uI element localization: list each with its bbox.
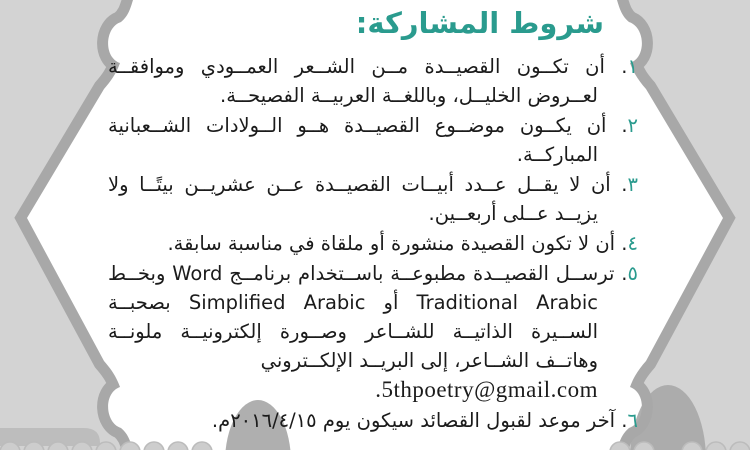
- item-number: ٣: [627, 173, 638, 196]
- item-number-separator: .: [604, 55, 628, 78]
- term-item-3: [108, 170, 638, 228]
- item-number-separator: .: [615, 409, 628, 432]
- item-number-separator: .: [614, 262, 628, 285]
- item-text: أن يكــون موضــوع القصيــدة هــو الــولادات الشــعبانية المباركــة.: [108, 114, 607, 166]
- term-item-1: [108, 52, 638, 110]
- term-item-6: [108, 406, 638, 435]
- item-number-separator: .: [606, 114, 628, 137]
- item-number: ٥: [627, 262, 638, 285]
- item-number: ٤: [627, 232, 638, 255]
- item-text: ترســل القصيــدة مطبوعــة باســتخدام برنامــج Word وبخــط Traditional Arabic أو Simplified Arabic بصحبــة الســيرة الذاتيــة للشــاعر وصــورة إلكترونيــة ملونــة وهاتــف الشــاعر، إلى البريــد الإلكــتروني: [108, 262, 615, 372]
- item-number: ٢: [627, 114, 638, 137]
- item-number-separator: .: [610, 173, 628, 196]
- item-text: آخر موعد لقبول القصائد سيكون يوم ٢٠١٦/٤/١٥م.: [211, 409, 616, 432]
- item-number-separator: .: [615, 232, 628, 255]
- page-title: شروط المشاركة:: [355, 6, 604, 40]
- item-text: أن لا تكون القصيدة منشورة أو ملقاة في مناسبة سابقة.: [167, 232, 616, 255]
- term-item-4: [108, 229, 638, 258]
- term-item-2: [108, 111, 638, 169]
- item-text: أن لا يقــل عــدد أبيــات القصيــدة عــن عشريــن بيتًــا ولا يزيــد عــلى أربعــين.: [108, 173, 611, 225]
- contact-email: 5thpoetry@gmail.com.: [375, 377, 598, 402]
- item-text: أن تكــون القصيــدة مــن الشــعر العمــودي وموافقــة لعــروض الخليــل، وباللغــة العربيــة الفصيحــة.: [108, 55, 605, 107]
- item-number: ١: [627, 55, 638, 78]
- term-item-5: [108, 259, 638, 405]
- item-number: ٦: [627, 409, 638, 432]
- terms-list: [108, 52, 638, 436]
